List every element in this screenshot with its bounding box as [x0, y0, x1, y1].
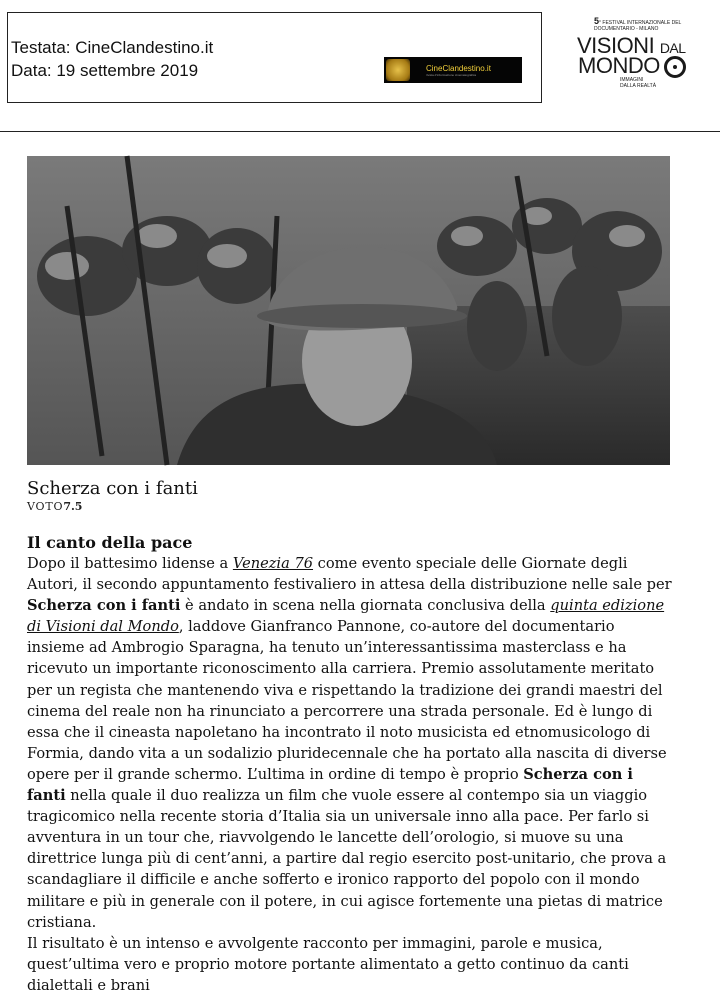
- film-still-photo: [27, 156, 670, 465]
- article-heading: Il canto della pace: [27, 533, 193, 552]
- date-line: Data: 19 settembre 2019: [11, 61, 199, 80]
- festival-edition: 5° FESTIVAL INTERNAZIONALE DEL DOCUMENTARIO - MILANO: [594, 16, 682, 32]
- film-reel-icon: [664, 56, 686, 78]
- testata-line: Testata: CineClandestino.it: [11, 38, 214, 57]
- festival-title-line1: VISIONI DAL: [577, 33, 686, 58]
- article-paragraph-2: Il risultato è un intenso e avvolgente racconto per immagini, parole e musica, quest’ultima vero e proprio motore portante alimentato a getto continuo da canti dialettali e brani: [27, 934, 629, 994]
- film-title: Scherza con i fanti: [27, 478, 198, 499]
- visioni-dal-mondo-link[interactable]: quinta edizione di Visioni dal Mondo: [27, 597, 665, 636]
- cineclandestino-tagline: rivista d'informazione cinematografica: [426, 72, 477, 77]
- cineclandestino-mark-icon: [386, 59, 410, 81]
- header-divider: [0, 131, 720, 132]
- visioni-dal-mondo-logo: [574, 16, 692, 94]
- film-vote: VOTO7.5: [27, 500, 83, 513]
- article-body: [27, 553, 675, 996]
- cineclandestino-logo: [384, 57, 522, 83]
- film-name-bold: Scherza con i fanti: [27, 765, 633, 805]
- article-paragraph-1: Dopo il battesimo lidense a Venezia 76 come evento speciale delle Giornate degli Autori, il secondo appuntamento festivaliero in attesa della distribuzione nelle sale per Scherza con i fanti è andato in scena nella giornata conclusiva della quinta edizione di Visioni dal Mondo, laddove Gianfranco Pannone, co-autore del documentario insieme ad Ambrogio Sparagna, ha tenuto un’interessantissima masterclass e ha ricevuto un importante riconoscimento alla carriera. Premio assolutamente meritato per un regista che mantenendo viva e rispettando la tradizione dei grandi maestri del cinema del reale non ha rinunciato a percorrere una strada personale. Ed è lungo di essa che il cineasta napoletano ha incontrato il noto musicista ed etnomusicologo di Formia, dando vita a un sodalizio pluridecennale che ha portato alla nascita di diverse opere per il grande schermo. L’ultima in ordine di tempo è proprio Scherza con i fanti nella quale il duo realizza un film che vuole essere al contempo sia un viaggio tragicomico nella recente storia d’Italia sia un universale inno alla pace. Per farlo si avventura in un tour che, riavvolgendo le lancette dell’orologio, si muove su una direttrice lunga più di cent’anni, a partire dal regio esercito post-unitario, che prova a scandagliare il difficile e anche sofferto e ironico rapporto del popolo con il mondo militare e più in generale con il potere, in cui agisce fortemente una pietas di matrice cristiana.: [27, 555, 672, 931]
- film-name-bold: Scherza con i fanti: [27, 597, 181, 615]
- press-info-box: [7, 12, 542, 103]
- cineclandestino-brand: CineClandestino.it: [426, 63, 491, 73]
- festival-title-line2: MONDO: [578, 53, 660, 78]
- venezia-76-link[interactable]: Venezia 76: [232, 555, 314, 572]
- festival-subtitle: IMMAGINI DALLA REALTÀ: [620, 77, 657, 89]
